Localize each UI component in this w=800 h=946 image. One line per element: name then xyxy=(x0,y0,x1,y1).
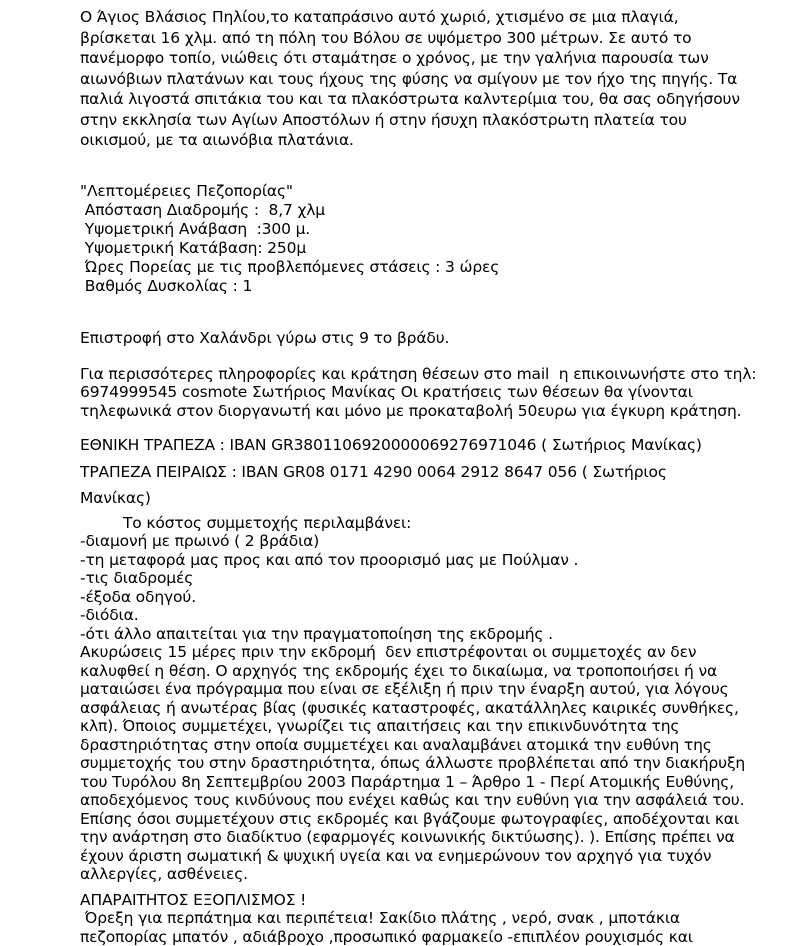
text-line: βρίσκεται 16 χλμ. από τη πόλη του Βόλου σε υψόμετρο 300 μέτρων. Σε αυτό το xyxy=(80,28,794,49)
text-line: αιωνόβιων πλατάνων και τους ήχους της φύσης να σμίγουν με τον ήχο της πηγής. Τα xyxy=(80,69,794,90)
paragraph-bank-accounts xyxy=(80,432,794,512)
text-line: ΑΠΑΡΑΙΤΗΤΟΣ ΕΞΟΠΛΙΣΜΟΣ ! xyxy=(80,891,794,910)
text-line: Όρεξη για περπάτημα και περιπέτεια! Σακίδιο πλάτης , νερό, σνακ , μποτάκια xyxy=(80,909,794,928)
paragraph-contact-info xyxy=(80,365,794,421)
text-line: ασφάλειας ή ανωτέρας βίας (φυσικές καταστροφές, ακατάλληλες καιρικές συνθήκες, xyxy=(80,699,794,718)
paragraph-intro xyxy=(80,7,794,151)
text-line: δραστηριότητας στην οποία συμμετέχει και αναλαμβάνει ατομικά την ευθύνη της xyxy=(80,736,794,755)
text-line: Απόσταση Διαδρομής : 8,7 χλμ xyxy=(80,201,794,220)
text-line: στην εκκλησία των Αγίων Αποστόλων ή στην ήσυχη πλακόστρωτη πλατεία του xyxy=(80,110,794,131)
text-line: Υψομετρική Κατάβαση: 250μ xyxy=(80,239,794,258)
text-line: Ώρες Πορείας με τις προβλεπόμενες στάσεις : 3 ώρες xyxy=(80,258,794,277)
text-line: αποδεχόμενος τους κινδύνους που ενέχει καθώς και την ευθύνη για την ασφάλειά του. xyxy=(80,791,794,810)
text-line: -ότι άλλο απαιτείται για την πραγματοποίηση της εκδρομής . xyxy=(80,625,794,644)
text-line: 6974999545 cosmote Σωτήριος Μανίκας Οι κρατήσεις των θέσεων θα γίνονται xyxy=(80,383,794,402)
paragraph-equipment xyxy=(80,891,794,946)
text-line: -έξοδα οδηγού. xyxy=(80,588,794,607)
text-line: έχουν άριστη σωματική & ψυχική υγεία και να ενημερώνουν τον αρχηγό για τυχόν xyxy=(80,847,794,866)
text-line: Το κόστος συμμετοχής περιλαμβάνει: xyxy=(80,514,794,533)
text-line: -διόδια. xyxy=(80,606,794,625)
paragraph-cost-and-terms xyxy=(80,514,794,884)
text-line: Ο Άγιος Βλάσιος Πηλίου,το καταπράσινο αυτό χωριό, χτισμένο σε μια πλαγιά, xyxy=(80,7,794,28)
text-line: Υψομετρική Ανάβαση :300 μ. xyxy=(80,220,794,239)
text-line: αλλεργίες, ασθένειες. xyxy=(80,865,794,884)
text-line: ΤΡΑΠΕΖΑ ΠΕΙΡΑΙΩΣ : IBAN GR08 0171 4290 0064 2912 8647 056 ( Σωτήριος xyxy=(80,459,794,486)
text-line: κλπ). Όποιος συμμετέχει, γνωρίζει τις απαιτήσεις και την επικινδυνότητα της xyxy=(80,717,794,736)
text-line: πανέμορφο τοπίο, νιώθεις ότι σταμάτησε ο χρόνος, με την γαλήνια παρουσία των xyxy=(80,48,794,69)
text-line: ΕΘΝΙΚΗ ΤΡΑΠΕΖΑ : IBAN GR3801106920000069276971046 ( Σωτήριος Μανίκας) xyxy=(80,432,794,459)
text-line: την ανάρτηση στο διαδίκτυο (εφαρμογές κοινωνικής δικτύωσης). ). Επίσης πρέπει να xyxy=(80,828,794,847)
text-line: -διαμονή με πρωινό ( 2 βράδια) xyxy=(80,532,794,551)
text-line: οικισμού, με τα αιωνόβια πλατάνια. xyxy=(80,130,794,151)
text-line: Για περισσότερες πληροφορίες και κράτηση θέσεων στο mail η επικοινωνήστε στο τηλ: xyxy=(80,365,794,384)
text-line: παλιά λιγοστά σπιτάκια του και τα πλακόστρωτα καλντερίμια του, θα σας οδηγήσουν xyxy=(80,89,794,110)
text-line: Βαθμός Δυσκολίας : 1 xyxy=(80,277,794,296)
text-line: "Λεπτομέρειες Πεζοπορίας" xyxy=(80,182,794,201)
text-line: -τη μεταφορά μας προς και από τον προορισμό μας με Πούλμαν . xyxy=(80,551,794,570)
text-line: τηλεφωνικά στον διοργανωτή και μόνο με προκαταβολή 50ευρω για έγκυρη κράτηση. xyxy=(80,402,794,421)
paragraph-hike-details xyxy=(80,182,794,296)
paragraph-return-info xyxy=(80,329,794,348)
text-line: Ακυρώσεις 15 μέρες πριν την εκδρομή δεν επιστρέφονται οι συμμετοχές αν δεν xyxy=(80,643,794,662)
text-line: Επίσης όσοι συμμετέχουν στις εκδρομές και βγάζουμε φωτογραφίες, αποδέχονται και xyxy=(80,810,794,829)
text-line: ματαιώσει ένα πρόγραμμα που είναι σε εξέλιξη ή πριν την έναρξη αυτού, για λόγους xyxy=(80,680,794,699)
text-line: Επιστροφή στο Χαλάνδρι γύρω στις 9 το βράδυ. xyxy=(80,329,794,348)
text-line: Μανίκας) xyxy=(80,485,794,512)
text-line: -τις διαδρομές xyxy=(80,569,794,588)
text-line: του Τυρόλου 8η Σεπτεμβρίου 2003 Παράρτημα 1 – Άρθρο 1 - Περί Ατομικής Ευθύνης, xyxy=(80,773,794,792)
text-line: πεζοπορίας μπατόν , αδιάβροχο ,προσωπικό φαρμακείο -επιπλέον ρουχισμός και xyxy=(80,928,794,946)
text-line: καλυφθεί η θέση. Ο αρχηγός της εκδρομής έχει το δικαίωμα, να τροποποιήσει ή να xyxy=(80,662,794,681)
text-line: συμμετοχής του στην δραστηριότητα, όπως άλλωστε προβλέπεται από την διακήρυξη xyxy=(80,754,794,773)
